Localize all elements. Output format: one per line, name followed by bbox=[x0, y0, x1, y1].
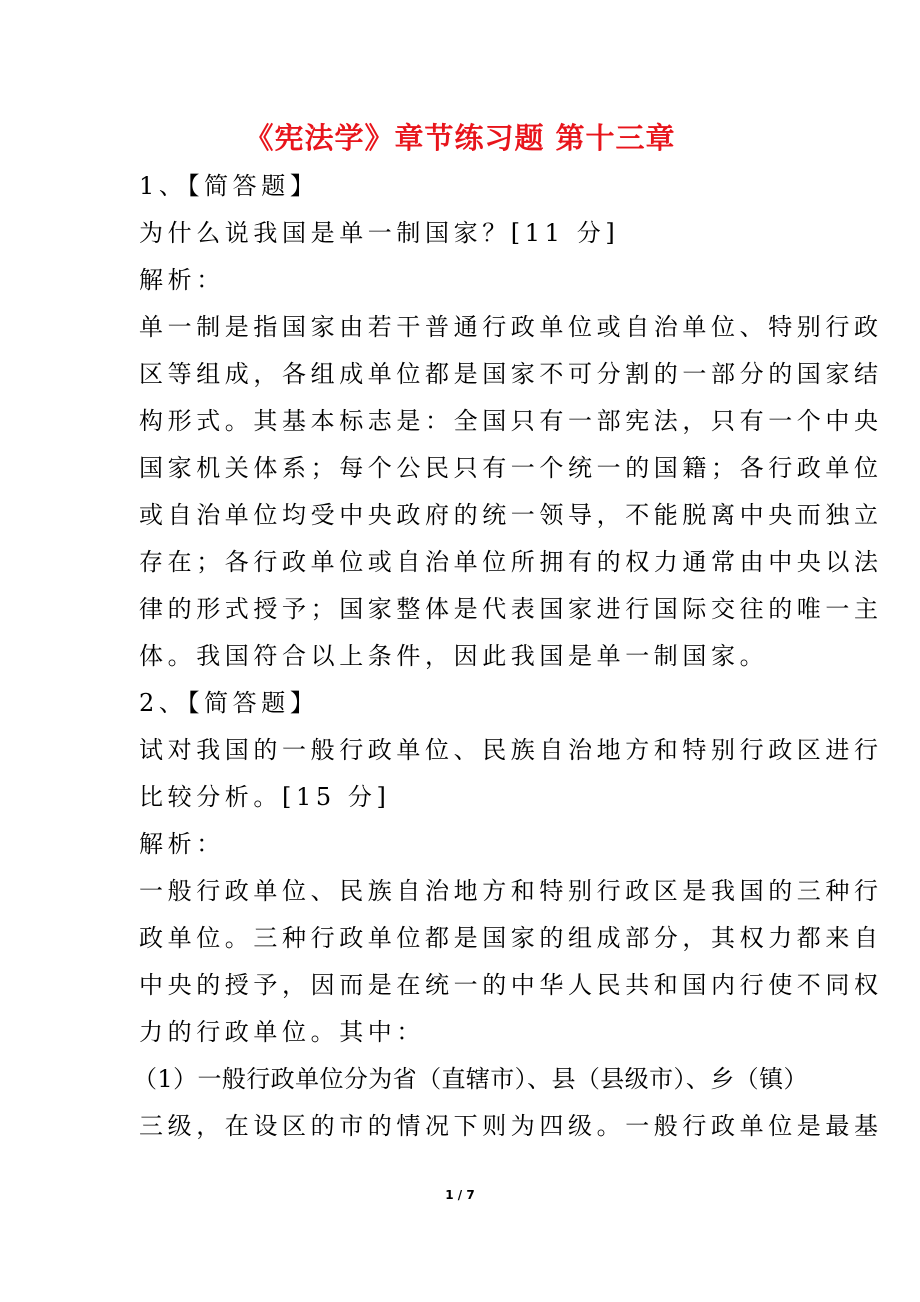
document-body bbox=[133, 166, 883, 1153]
answer-1-line: 律的形式授予；国家整体是代表国家进行国际交往的唯一主 bbox=[139, 595, 883, 623]
answer-1-line: 存在；各行政单位或自治单位所拥有的权力通常由中央以法 bbox=[139, 548, 883, 576]
question-2-text: 试对我国的一般行政单位、民族自治地方和特别行政区进行 bbox=[139, 736, 883, 764]
analysis-label: 解析： bbox=[139, 266, 225, 294]
answer-1-line: 或自治单位均受中央政府的统一领导，不能脱离中央而独立 bbox=[139, 501, 883, 529]
page-number: 1 / 7 bbox=[445, 1188, 475, 1202]
answer-1-line: 国家机关体系；每个公民只有一个统一的国籍；各行政单位 bbox=[139, 454, 883, 482]
answer-2-line: 一般行政单位、民族自治地方和特别行政区是我国的三种行 bbox=[139, 877, 883, 905]
document-title: 《宪法学》章节练习题 第十三章 bbox=[244, 121, 676, 155]
answer-1-line: 构形式。其基本标志是：全国只有一部宪法，只有一个中央 bbox=[139, 407, 883, 435]
answer-2-line: 中央的授予，因而是在统一的中华人民共和国内行使不同权 bbox=[139, 971, 883, 999]
question-1-heading: 1、【简答题】 bbox=[139, 172, 319, 200]
answer-1-line: 单一制是指国家由若干普通行政单位或自治单位、特别行政 bbox=[139, 313, 883, 341]
answer-1-line: 体。我国符合以上条件，因此我国是单一制国家。 bbox=[139, 642, 769, 670]
answer-2-line: 政单位。三种行政单位都是国家的组成部分，其权力都来自 bbox=[139, 924, 883, 952]
question-2-heading: 2、【简答题】 bbox=[139, 689, 319, 717]
answer-1-line: 区等组成，各组成单位都是国家不可分割的一部分的国家结 bbox=[139, 360, 883, 388]
question-2-text: 比较分析。[15 分] bbox=[139, 783, 391, 811]
answer-2-line: 三级，在设区的市的情况下则为四级。一般行政单位是最基 bbox=[139, 1112, 883, 1140]
question-1-text: 为什么说我国是单一制国家？[11 分] bbox=[139, 219, 620, 247]
analysis-label: 解析： bbox=[139, 830, 225, 858]
answer-2-line: （1）一般行政单位分为省（直辖市）、县（县级市）、乡（镇） bbox=[133, 1065, 808, 1093]
answer-2-line: 力的行政单位。其中： bbox=[139, 1018, 425, 1046]
